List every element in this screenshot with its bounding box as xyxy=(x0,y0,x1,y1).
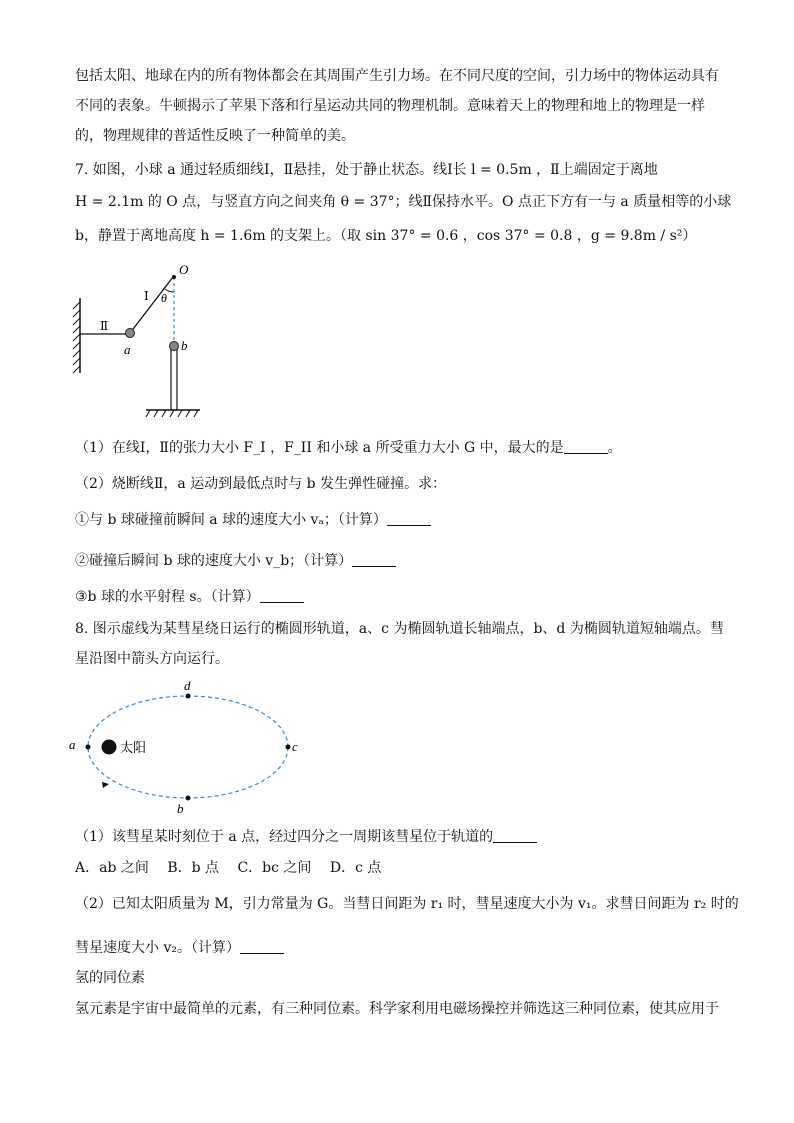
label-b: b xyxy=(177,801,184,816)
label-a: a xyxy=(69,737,76,752)
q8-sub2-line-1: （2）已知太阳质量为 M，引力常量为 G。当彗日间距为 r₁ 时，彗星速度大小为 v₁。求彗日间距为 r₂ 时的 xyxy=(75,896,739,912)
q8-sub1-text: （1）该彗星某时刻位于 a 点，经过四分之一周期该彗星位于轨道的 xyxy=(75,829,494,845)
q7-item1-blank[interactable] xyxy=(387,511,431,526)
q7-line-1: 7. 如图，小球 a 通过轻质细线Ⅰ，Ⅱ悬挂，处于静止状态。线Ⅰ长 l = 0.5m ，Ⅱ上端固定于离地 xyxy=(75,162,658,178)
q7-item2-blank[interactable] xyxy=(352,552,396,567)
orbit-ellipse xyxy=(88,696,288,798)
label-II: Ⅱ xyxy=(100,319,109,333)
point-O xyxy=(172,275,176,279)
q8-sub2-blank[interactable] xyxy=(240,939,284,954)
point-c xyxy=(286,745,291,750)
q7-sub1 xyxy=(75,438,622,458)
point-d xyxy=(186,694,191,699)
q8-sub1 xyxy=(75,827,537,847)
section-title: 氢的同位素 xyxy=(75,970,145,986)
q8-sub2-text: 彗星速度大小 v₂。（计算） xyxy=(75,940,240,956)
intro-line-2: 不同的表象。牛顿揭示了苹果下落和行星运动共同的物理机制。意味着天上的物理和地上的物理是一样 xyxy=(75,98,705,114)
q7-item3-blank[interactable] xyxy=(260,588,304,603)
label-c: c xyxy=(292,739,298,754)
q7-item1-text: ①与 b 球碰撞前瞬间 a 球的速度大小 vₐ；（计算） xyxy=(75,512,387,528)
label-theta: θ xyxy=(161,291,167,305)
q7-item3 xyxy=(75,587,304,607)
point-a xyxy=(86,745,91,750)
q7-sub1-text: （1）在线Ⅰ，Ⅱ的张力大小 F_I ，F_II 和小球 a 所受重力大小 G 中，最大的是 xyxy=(75,440,564,456)
q7-line-2: H = 2.1m 的 O 点，与竖直方向之间夹角 θ = 37°；线Ⅱ保持水平。O 点正下方有一与 a 质量相等的小球 xyxy=(75,194,732,210)
intro-line-3: 的，物理规律的普适性反映了一种简单的美。 xyxy=(75,128,355,144)
intro-line-1: 包括太阳、地球在内的所有物体都会在其周围产生引力场。在不同尺度的空间，引力场中的物体运动具有 xyxy=(75,68,719,84)
q7-item2-text: ②碰撞后瞬间 b 球的速度大小 v_b；（计算） xyxy=(75,553,353,569)
q8-sub2-line-2 xyxy=(75,938,284,958)
label-d: d xyxy=(184,678,191,693)
section-line-1: 氢元素是宇宙中最简单的元素，有三种同位素。科学家利用电磁场操控并筛选这三种同位素，使其应用于 xyxy=(75,1001,719,1017)
label-a: a xyxy=(124,342,131,357)
q7-line-3: b，静置于离地高度 h = 1.6m 的支架上。（取 sin 37° = 0.6 ，cos 37° = 0.8 ，g = 9.8m / s²） xyxy=(75,228,697,244)
thread-I xyxy=(130,277,173,333)
q7-item3-text: ③b 球的水平射程 s。（计算） xyxy=(75,589,260,605)
q8-options: A．ab 之间 B．b 点 C．bc 之间 D．c 点 xyxy=(75,860,382,876)
q7-sub1-end: 。 xyxy=(607,440,622,456)
q8-line-1: 8. 图示虚线为某彗星绕日运行的椭圆形轨道，a、c 为椭圆轨道长轴端点，b、d 为椭圆轨道短轴端点。彗 xyxy=(75,621,724,637)
pendulum-figure xyxy=(68,258,218,420)
label-sun: 太阳 xyxy=(120,740,147,755)
q7-sub2: （2）烧断线Ⅱ，a 运动到最低点时与 b 发生弹性碰撞。求： xyxy=(75,476,447,492)
label-I: Ⅰ xyxy=(144,289,149,303)
point-b xyxy=(186,796,191,801)
q7-item2 xyxy=(75,551,396,571)
q7-sub1-blank[interactable] xyxy=(564,439,608,454)
ball-a xyxy=(126,329,135,338)
ball-b xyxy=(170,342,179,351)
support-post xyxy=(171,348,177,410)
sun xyxy=(102,740,117,755)
orbit-figure xyxy=(66,676,306,820)
q8-sub1-blank[interactable] xyxy=(493,828,537,843)
q7-item1 xyxy=(75,510,431,530)
label-b: b xyxy=(181,338,188,353)
label-O: O xyxy=(179,262,189,277)
q8-line-2: 星沿图中箭头方向运行。 xyxy=(75,651,229,667)
direction-arrow-icon xyxy=(102,782,109,788)
